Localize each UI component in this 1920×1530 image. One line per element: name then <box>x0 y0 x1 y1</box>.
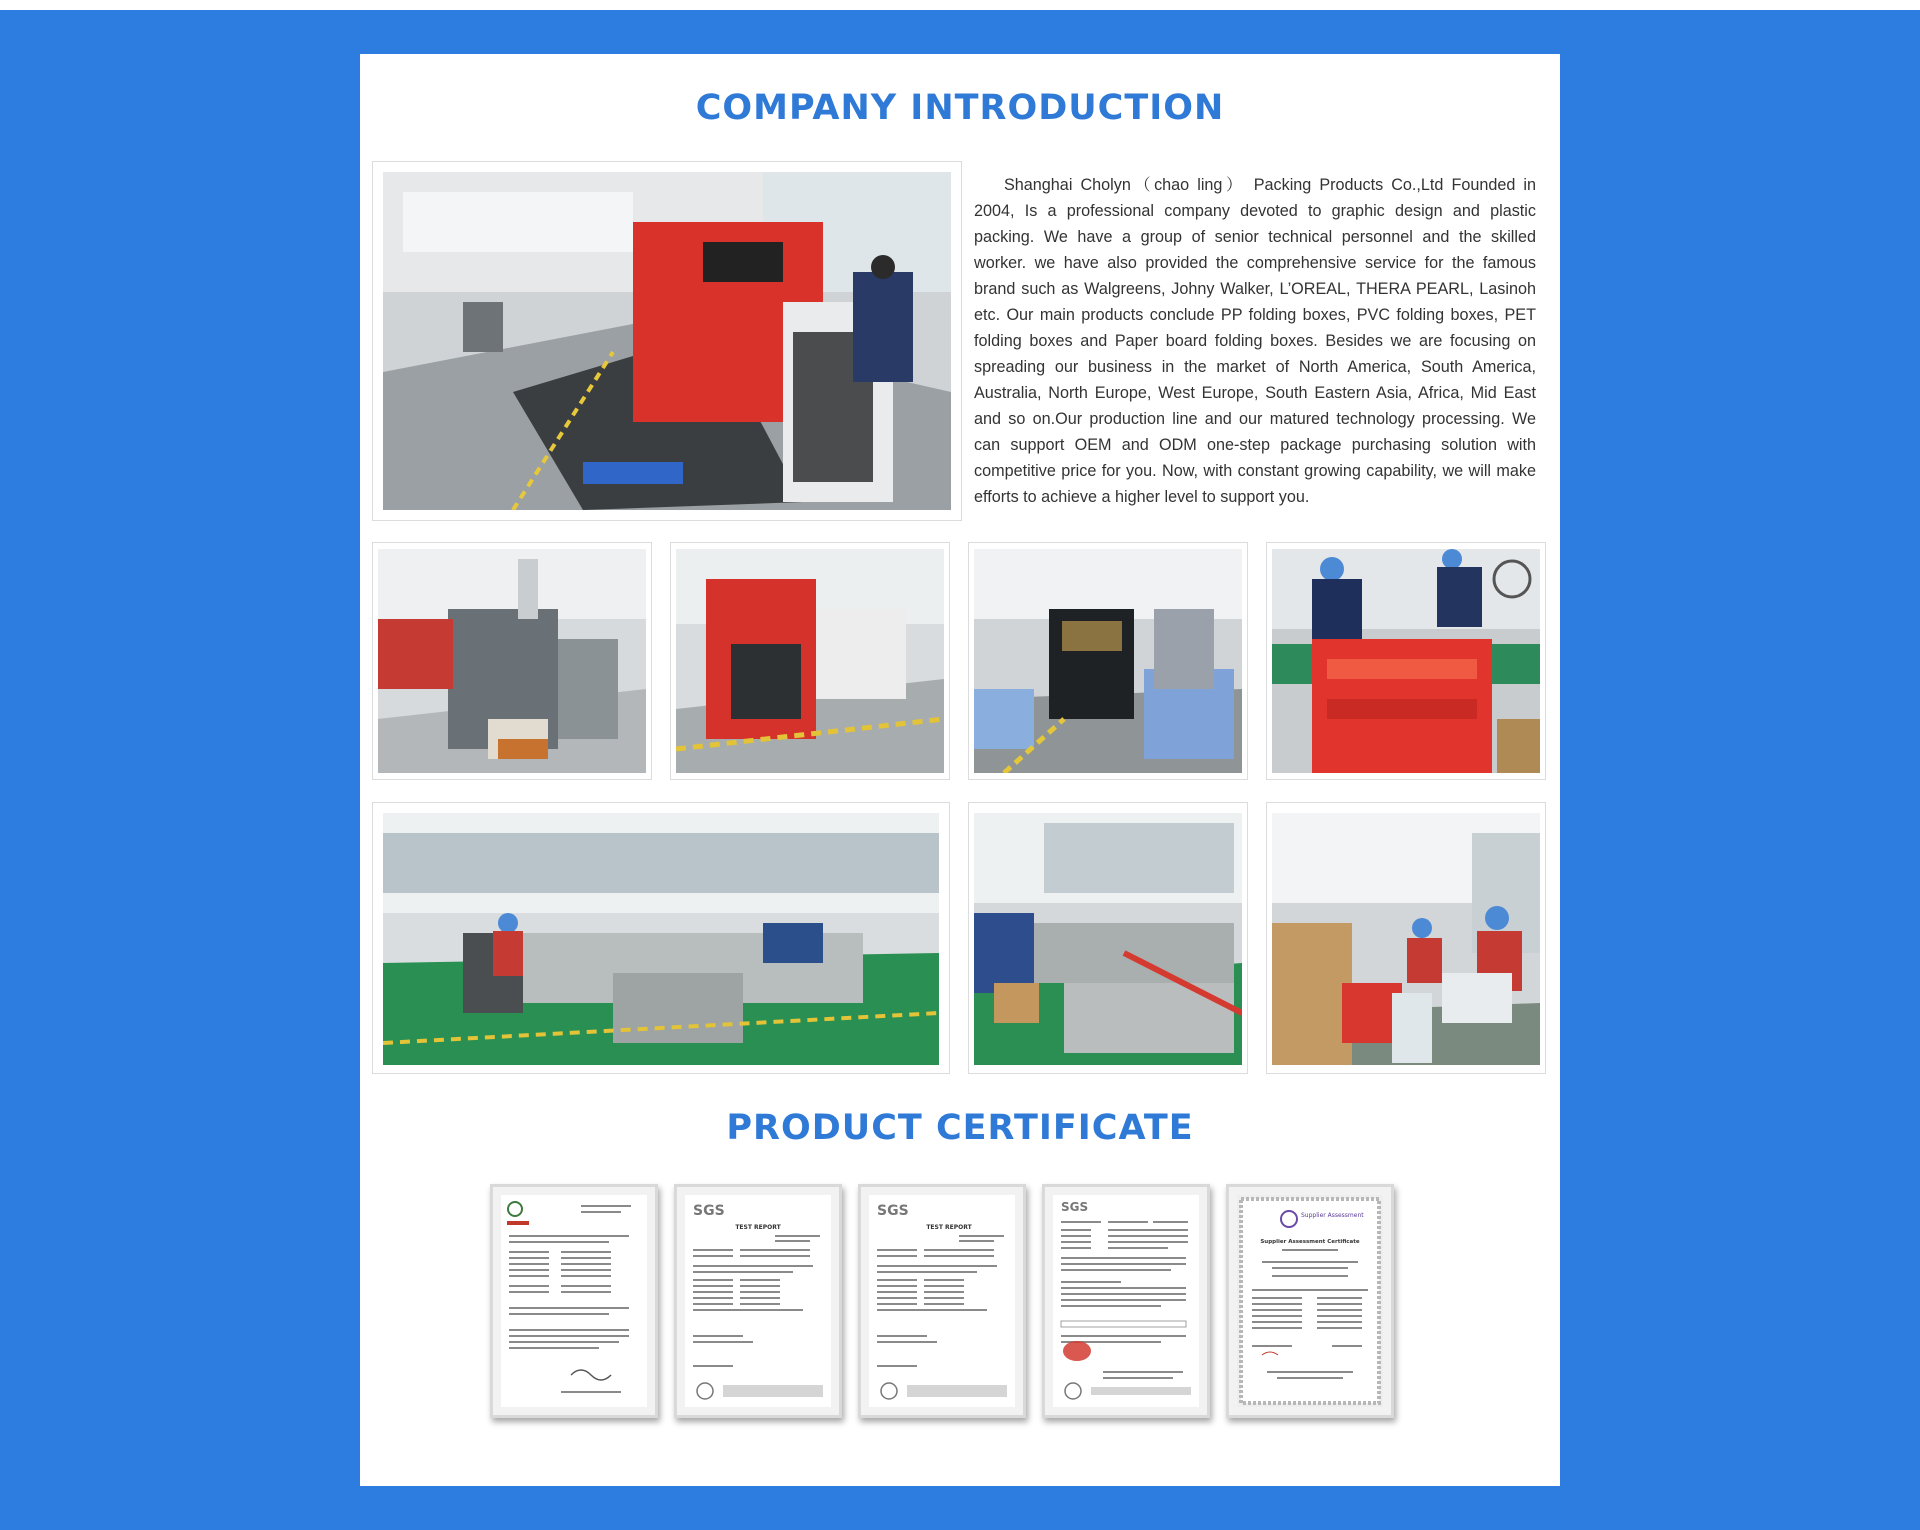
certificate-4-sgs-logo: SGS <box>1061 1200 1089 1214</box>
gallery-photo-frame-5 <box>372 802 950 1074</box>
certificate-1[interactable] <box>490 1184 658 1418</box>
certificate-2[interactable] <box>674 1184 842 1418</box>
gallery-photo-frame-3 <box>968 542 1248 780</box>
gallery-photo-frame-4 <box>1266 542 1546 780</box>
gallery-photo-workers-red-boxes[interactable] <box>1272 549 1540 773</box>
certificate-2-page <box>685 1195 831 1407</box>
gallery-photo-frame-1 <box>372 542 652 780</box>
intro-paragraph-text: Shanghai Cholyn（chao ling） Packing Products Co.,Ltd Founded in 2004, Is a professional company devoted to graphic design and plastic packing. We have a group of senior technical personnel and the skilled worker. we have also provided the comprehensive service for the famous brand such as Walgreens, Johny Walker, L’OREAL, THERA PEARL, Lasinoh etc. Our main products conclude PP folding boxes, PVC folding boxes, PET folding boxes and Paper board folding boxes. Besides we are focusing on spreading our business in the market of North America, South America, Australia, North Europe, West Europe, South Eastern Asia, Africa, Mid East and so on.Our production line and our matured technology processing. We can support OEM and ODM one-step package purchasing solution with competitive price for you. Now, with constant growing capability, we will make efforts to achieve a higher level to support you. <box>974 176 1536 506</box>
certificate-5-page <box>1237 1195 1383 1407</box>
main-factory-photo[interactable] <box>383 172 951 510</box>
certificate-3-page <box>869 1195 1015 1407</box>
main-factory-photo-frame <box>372 161 962 521</box>
gallery-photo-printing-machine[interactable] <box>378 549 646 773</box>
certificate-3-report-title: TEST REPORT <box>926 1224 972 1231</box>
intro-paragraph <box>974 172 1536 510</box>
certificate-5[interactable] <box>1226 1184 1394 1418</box>
gallery-photo-packing-workers[interactable] <box>1272 813 1540 1065</box>
top-strip <box>0 0 1920 10</box>
certificate-5-logo-text: Supplier Assessment <box>1301 1212 1364 1219</box>
gallery-photo-production-line[interactable] <box>974 813 1242 1065</box>
gallery-photo-frame-2 <box>670 542 950 780</box>
certificate-2-sgs-logo: SGS <box>693 1203 725 1219</box>
certificate-1-page <box>501 1195 647 1407</box>
company-introduction-title: COMPANY INTRODUCTION <box>695 88 1225 128</box>
product-certificate-title: PRODUCT CERTIFICATE <box>726 1108 1194 1148</box>
gallery-photo-die-cutting-press[interactable] <box>974 549 1242 773</box>
gallery-photo-folder-gluer-line[interactable] <box>383 813 939 1065</box>
certificate-3[interactable] <box>858 1184 1026 1418</box>
certificate-3-sgs-logo: SGS <box>877 1203 909 1219</box>
content-panel <box>360 54 1560 1486</box>
certificate-5-title: Supplier Assessment Certificate <box>1260 1239 1360 1245</box>
certificate-4-page <box>1053 1195 1199 1407</box>
gallery-photo-frame-7 <box>1266 802 1546 1074</box>
gallery-photo-red-die-cutter[interactable] <box>676 549 944 773</box>
gallery-photo-frame-6 <box>968 802 1248 1074</box>
certificate-4[interactable] <box>1042 1184 1210 1418</box>
certificate-2-report-title: TEST REPORT <box>735 1224 781 1231</box>
